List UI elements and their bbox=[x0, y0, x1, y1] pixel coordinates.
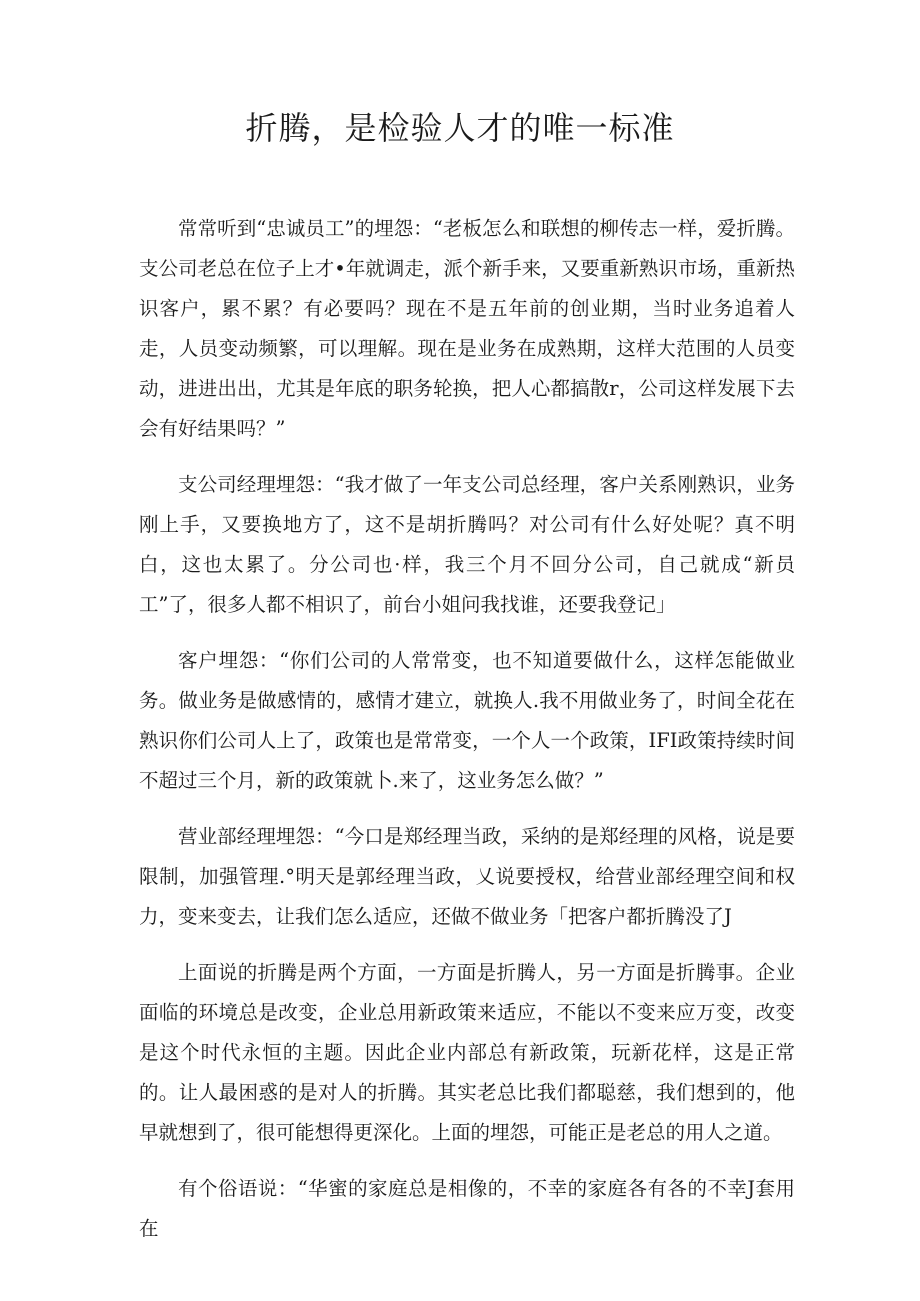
paragraph: 支公司经理埋怨：“我才做了一年支公司总经理，客户关系刚熟识，业务刚上手，又要换地方了，这不是胡折腾吗？对公司有什么好处呢？真不明白，这也太累了。分公司也·样，我三个月不回分公司，自己就成“新员工”了，很多人都不相识了，前台小姐问我找谁，还要我登记」 bbox=[139, 473, 795, 616]
paragraph: 有个俗语说：“华蜜的家庭总是相像的，不幸的家庭各有各的不幸J套用在 bbox=[139, 1177, 795, 1240]
paragraph: 常常听到“忠诚员工”的埋怨：“老板怎么和联想的柳传志一样，爱折腾。支公司老总在位子上才•年就调走，派个新手来，又要重新熟识市场，重新热识客户，累不累？有必要吗？现在不是五年前的创业期，当时业务追着人走，人员变动频繁，可以理解。现在是业务在成熟期，这样大范围的人员变动，进进出出，尤其是年底的职务轮换，把人心都搞散r，公司这样发展下去会有好结果吗？” bbox=[139, 217, 795, 440]
paragraph: 营业部经理埋怨：“今口是郑经理当政，采纳的是郑经理的风格，说是要限制，加强管理.°明天是郭经理当政，乂说要授权，给营业部经理空间和权力，变来变去，让我们怎么适应，还做不做业务「把客户都折腾没了J bbox=[139, 825, 795, 928]
document-body bbox=[139, 209, 795, 1265]
paragraph: 上面说的折腾是两个方面，一方面是折腾人，另一方面是折腾事。企业面临的环境总是改变，企业总用新政策来适应，不能以不变来应万变，改变是这个时代永恒的主题。因此企业内部总有新政策，玩新花样，这是正常的。让人最困惑的是对人的折腾。其实老总比我们都聪慈，我们想到的，他早就想到了，很可能想得更深化。上面的埋怨，可能正是老总的用人之道。 bbox=[139, 961, 795, 1144]
paragraph: 客户埋怨：“你们公司的人常常变，也不知道要做什么，这样怎能做业务。做业务是做感情的，感情才建立，就换人.我不用做业务了，时间全花在熟识你们公司人上了，政策也是常常变，一个人一个政策，IFI政策持续时间不超过三个月，新的政策就卜.来了，这业务怎么做？” bbox=[139, 649, 795, 792]
document-title: 折腾，是检验人才的唯一标准 bbox=[245, 109, 675, 147]
